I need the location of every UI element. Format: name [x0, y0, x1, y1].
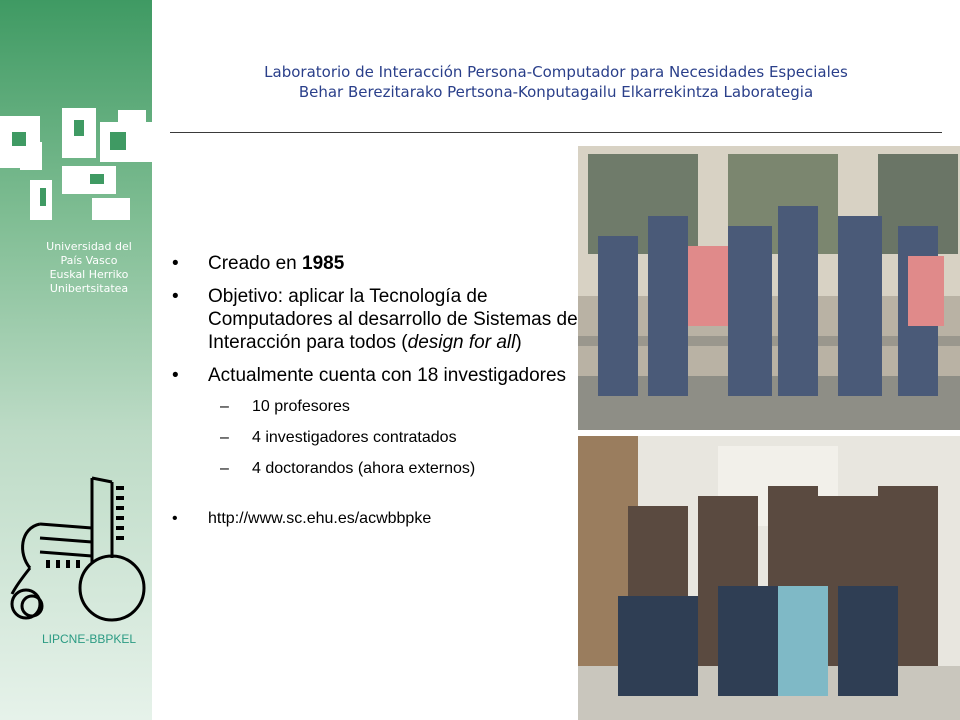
staff-text: Actualmente cuenta con 18 investigadores [208, 365, 567, 386]
bullet-marker: • [172, 253, 179, 274]
university-logo-icon [0, 102, 152, 230]
header-divider [170, 132, 942, 133]
university-name [0, 240, 178, 296]
website-url[interactable]: http://www.sc.ehu.es/acwbbpke [208, 510, 432, 527]
objective-prefix: Objetivo: aplicar la Tecnología de Computadores al desarrollo de Sistemas de Interacción para todos ( [208, 286, 578, 353]
sub-bullet-doctoral [170, 459, 580, 479]
lab-logo-icon [0, 468, 152, 628]
founded-year: 1985 [302, 253, 345, 274]
lab-code-label: LIPCNE-BBPKEL [41, 632, 137, 646]
university-line: País Vasco [60, 254, 118, 267]
website-link[interactable] [170, 509, 580, 529]
university-line: Euskal Herriko [49, 268, 129, 281]
bullet-marker: • [172, 510, 178, 527]
sub-bullet-researchers [170, 428, 580, 448]
bullet-marker: • [172, 286, 179, 307]
sidebar [0, 0, 152, 720]
university-line: Unibertsitatea [49, 282, 129, 295]
objective-emphasis: design for all [407, 332, 516, 353]
group-photo-outdoor [578, 146, 960, 430]
sub-bullet-marker: – [220, 460, 229, 477]
sub-bullet-marker: – [220, 429, 229, 446]
sub-bullet-text: 4 doctorandos (ahora externos) [252, 460, 476, 477]
bullet-objective [170, 285, 580, 354]
bullet-staff [170, 364, 580, 387]
bullet-founded [170, 252, 580, 275]
objective-suffix: ) [515, 332, 522, 353]
header-title-eu: Behar Berezitarako Pertsona-Konputagailu Elkarrekintza Laborategia [298, 83, 814, 101]
sub-bullet-marker: – [220, 398, 229, 415]
header-title-es: Laboratorio de Interacción Persona-Computador para Necesidades Especiales [264, 63, 848, 81]
sub-bullet-professors [170, 397, 580, 417]
group-photo-indoor [578, 436, 960, 720]
founded-prefix: Creado en [208, 253, 303, 274]
sub-bullet-text: 10 profesores [252, 398, 350, 415]
page-header [152, 62, 960, 102]
university-line: Universidad del [46, 240, 132, 253]
slide-content [170, 252, 580, 529]
bullet-marker: • [172, 365, 179, 386]
sub-bullet-text: 4 investigadores contratados [252, 429, 457, 446]
